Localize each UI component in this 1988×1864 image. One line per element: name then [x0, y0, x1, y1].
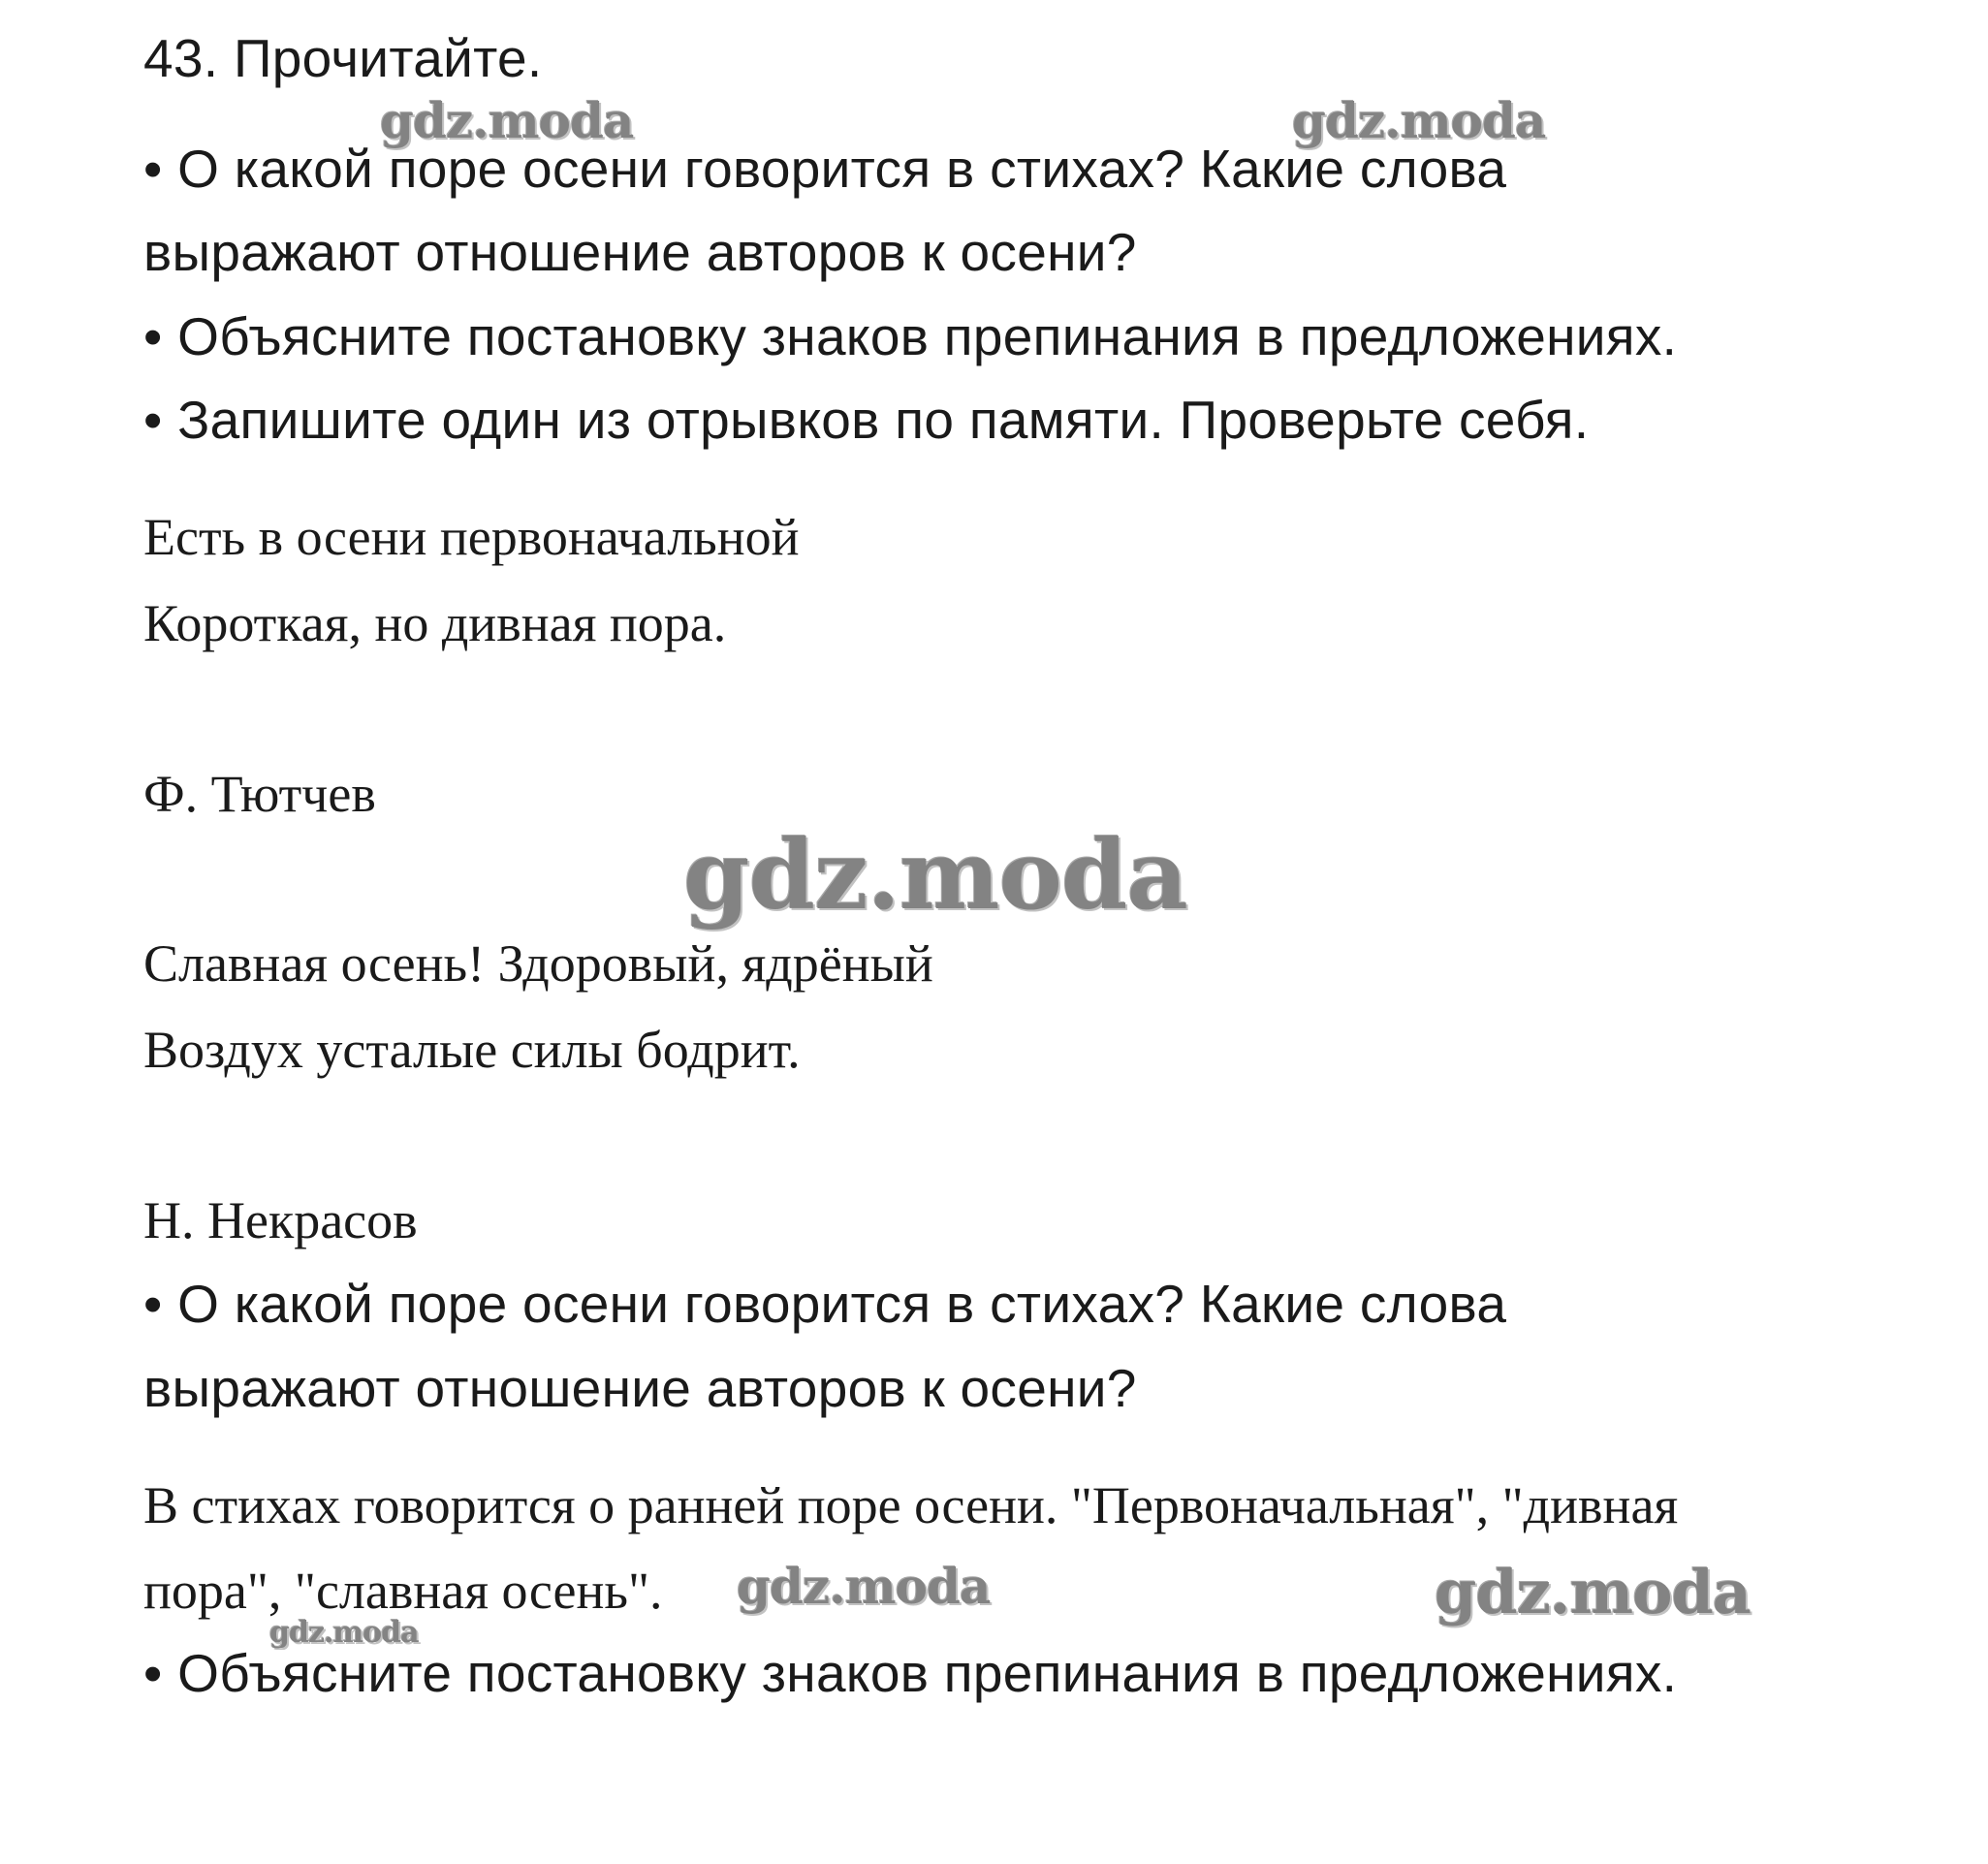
watermark-bottom-middle: gdz.moda	[737, 1558, 991, 1615]
question-2: • Объясните постановку знаков препинания в предложениях.	[143, 306, 1678, 366]
poem-2-line-2: Воздух усталые силы бодрит.	[143, 1021, 801, 1079]
watermark-bottom-small: gdz.moda	[269, 1616, 419, 1650]
answer-question-2: • Объясните постановку знаков препинания в предложениях.	[143, 1643, 1678, 1703]
question-1-line-2: выражают отношение авторов к осени?	[143, 222, 1137, 282]
poem-2-line-1: Славная осень! Здоровый, ядрёный	[143, 934, 933, 993]
answer-text-line-2: пора", "славная осень".	[143, 1562, 663, 1620]
watermark-top-right: gdz.moda	[1292, 92, 1546, 149]
question-3: • Запишите один из отрывков по памяти. Проверьте себя.	[143, 390, 1590, 450]
answer-question-1-line-1: • О какой поре осени говорится в стихах? Какие слова	[143, 1274, 1507, 1334]
poem-1-line-1: Есть в осени первоначальной	[143, 508, 800, 566]
poem-2-author: Н. Некрасов	[143, 1191, 418, 1249]
poem-1-line-2: Короткая, но дивная пора.	[143, 594, 727, 652]
answer-text-line-1: В стихах говорится о ранней поре осени. "Первоначальная", "дивная	[143, 1476, 1679, 1534]
poem-1-author: Ф. Тютчев	[143, 765, 376, 823]
watermark-bottom-right: gdz.moda	[1435, 1557, 1751, 1627]
answer-question-1-line-2: выражают отношение авторов к осени?	[143, 1358, 1137, 1418]
exercise-title: 43. Прочитайте.	[143, 28, 543, 88]
watermark-top-left: gdz.moda	[380, 92, 634, 149]
question-1-line-1: • О какой поре осени говорится в стихах? Какие слова	[143, 139, 1507, 199]
watermark-center: gdz.moda	[683, 820, 1187, 932]
